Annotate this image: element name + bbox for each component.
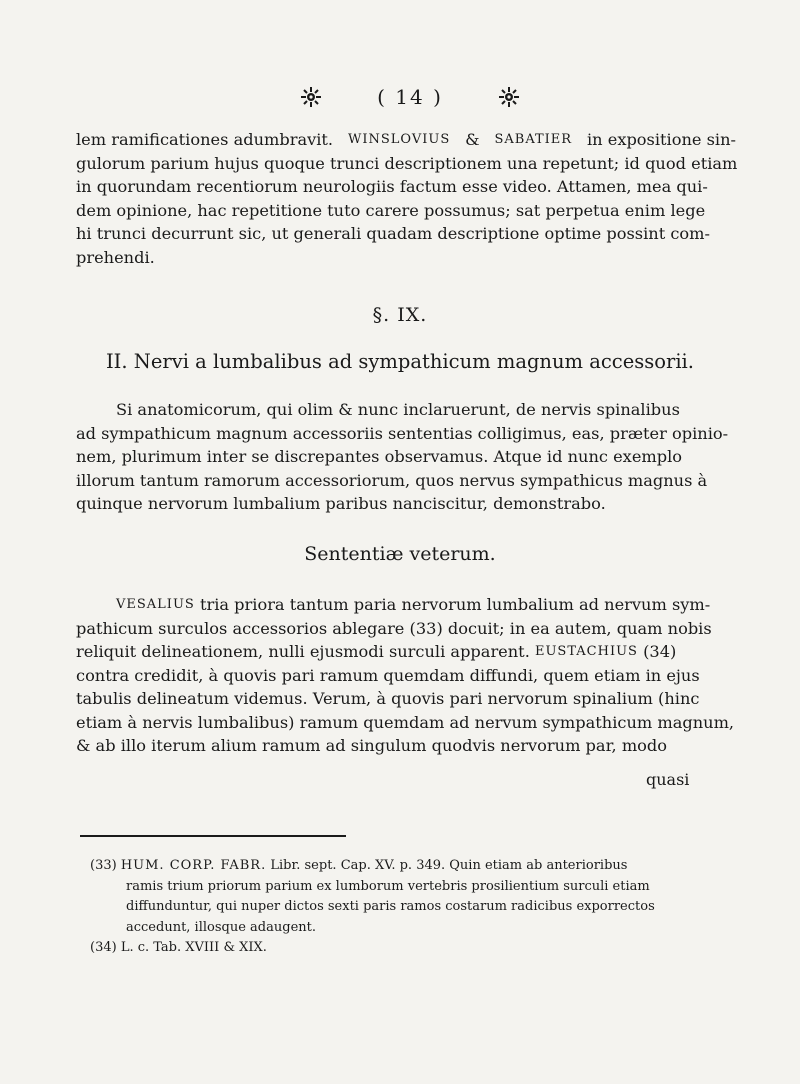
author-name: SABATIER	[494, 132, 573, 147]
section-title: II. Nervi a lumbalibus ad sympathicum magnum accessorii.	[105, 350, 694, 373]
footnote-marker: (33)	[90, 858, 117, 873]
footnote-33	[90, 856, 770, 877]
text-line: Si anatomicorum, qui olim & nunc inclaruerunt, de nervis spinalibus	[116, 400, 680, 419]
text-line: diffunduntur, qui nuper dictos sexti paris ramos costarum radicibus exporrectos	[126, 899, 655, 914]
text-line: pathicum surculos accessorios ablegare (33) docuit; in ea autem, quam nobis	[76, 618, 712, 638]
author-name: VESALIUS	[116, 597, 195, 612]
paragraph-veterum	[76, 593, 736, 758]
text-line: accedunt, illosque adaugent.	[126, 919, 316, 935]
text-span: tria priora tantum paria nervorum lumbalium ad nervum sym-	[194, 595, 711, 614]
catchword: quasi	[646, 770, 690, 789]
text-line: tabulis delineatum videmus. Verum, à quovis pari nervorum spinalium (hinc	[76, 689, 700, 708]
text-line: quinque nervorum lumbalium paribus nanciscitur, demonstrabo.	[76, 494, 606, 513]
text-line: ramis trium priorum parium ex lumborum vertebris prosilientium surculi etiam	[126, 878, 650, 894]
text-span: L. c. Tab. XVIII & XIX.	[116, 940, 267, 955]
page-number: ( 14 )	[377, 85, 443, 109]
author-name: EUSTACHIUS	[534, 644, 638, 659]
text-line	[76, 593, 736, 617]
subheading: Sententiæ veterum.	[304, 543, 496, 565]
text-line: dem opinione, hac repetitione tuto carere possumus; sat perpetua enim lege	[76, 200, 706, 220]
text-line	[76, 128, 736, 152]
footnotes	[90, 856, 770, 959]
text-span: (34)	[637, 642, 677, 661]
text-line: nem, plurimum inter se discrepantes observamus. Atque id nunc exemplo	[76, 447, 683, 466]
footnote-34	[90, 938, 770, 959]
text-line: contra credidit, à quovis pari ramum quemdam diffundi, quem etiam in ejus	[76, 665, 700, 685]
author-name: WINSLOVIUS	[348, 132, 451, 147]
paragraph-sententiae	[76, 398, 736, 516]
text-span: Libr. sept. Cap. XV. p. 349. Quin etiam ab anterioribus	[266, 858, 628, 873]
text-line	[76, 640, 736, 664]
footnote-marker: (34)	[90, 940, 117, 955]
text-line: illorum tantum ramorum accessoriorum, quos nervus sympathicus magnus à	[76, 470, 708, 490]
text-line: in quorundam recentiorum neurologiis factum esse video. Attamen, mea qui-	[76, 177, 708, 196]
text-line: hi trunci decurrunt sic, ut generali quadam descriptione optime possint com-	[76, 224, 710, 243]
text-line: & ab illo iterum alium ramum ad singulum quodvis nervorum par, modo	[76, 736, 668, 755]
text-span: in expositione sin-	[581, 130, 736, 149]
text-line: etiam à nervis lumbalibus) ramum quemdam ad nervum sympathicum magnum,	[76, 712, 735, 732]
footnote-divider	[80, 835, 346, 837]
floral-ornament-icon	[498, 86, 520, 108]
text-line: prehendi.	[76, 247, 155, 267]
text-line: ad sympathicum magnum accessoriis sententias colligimus, eas, præter opinio-	[76, 423, 729, 443]
footnote-reference: HUM. CORP. FABR.	[120, 858, 267, 873]
paragraph-continuation	[76, 128, 736, 269]
floral-ornament-icon	[300, 86, 322, 108]
text-span: lem ramificationes adumbravit.	[76, 130, 339, 149]
section-number: §. IX.	[372, 304, 428, 326]
text-line: gulorum parium hujus quoque trunci descriptionem una repetunt; id quod etiam	[76, 153, 738, 173]
text-span: reliquit delineationem, nulli ejusmodi surculi apparent.	[76, 642, 535, 661]
page-header	[300, 80, 520, 114]
text-span: &	[460, 130, 485, 149]
